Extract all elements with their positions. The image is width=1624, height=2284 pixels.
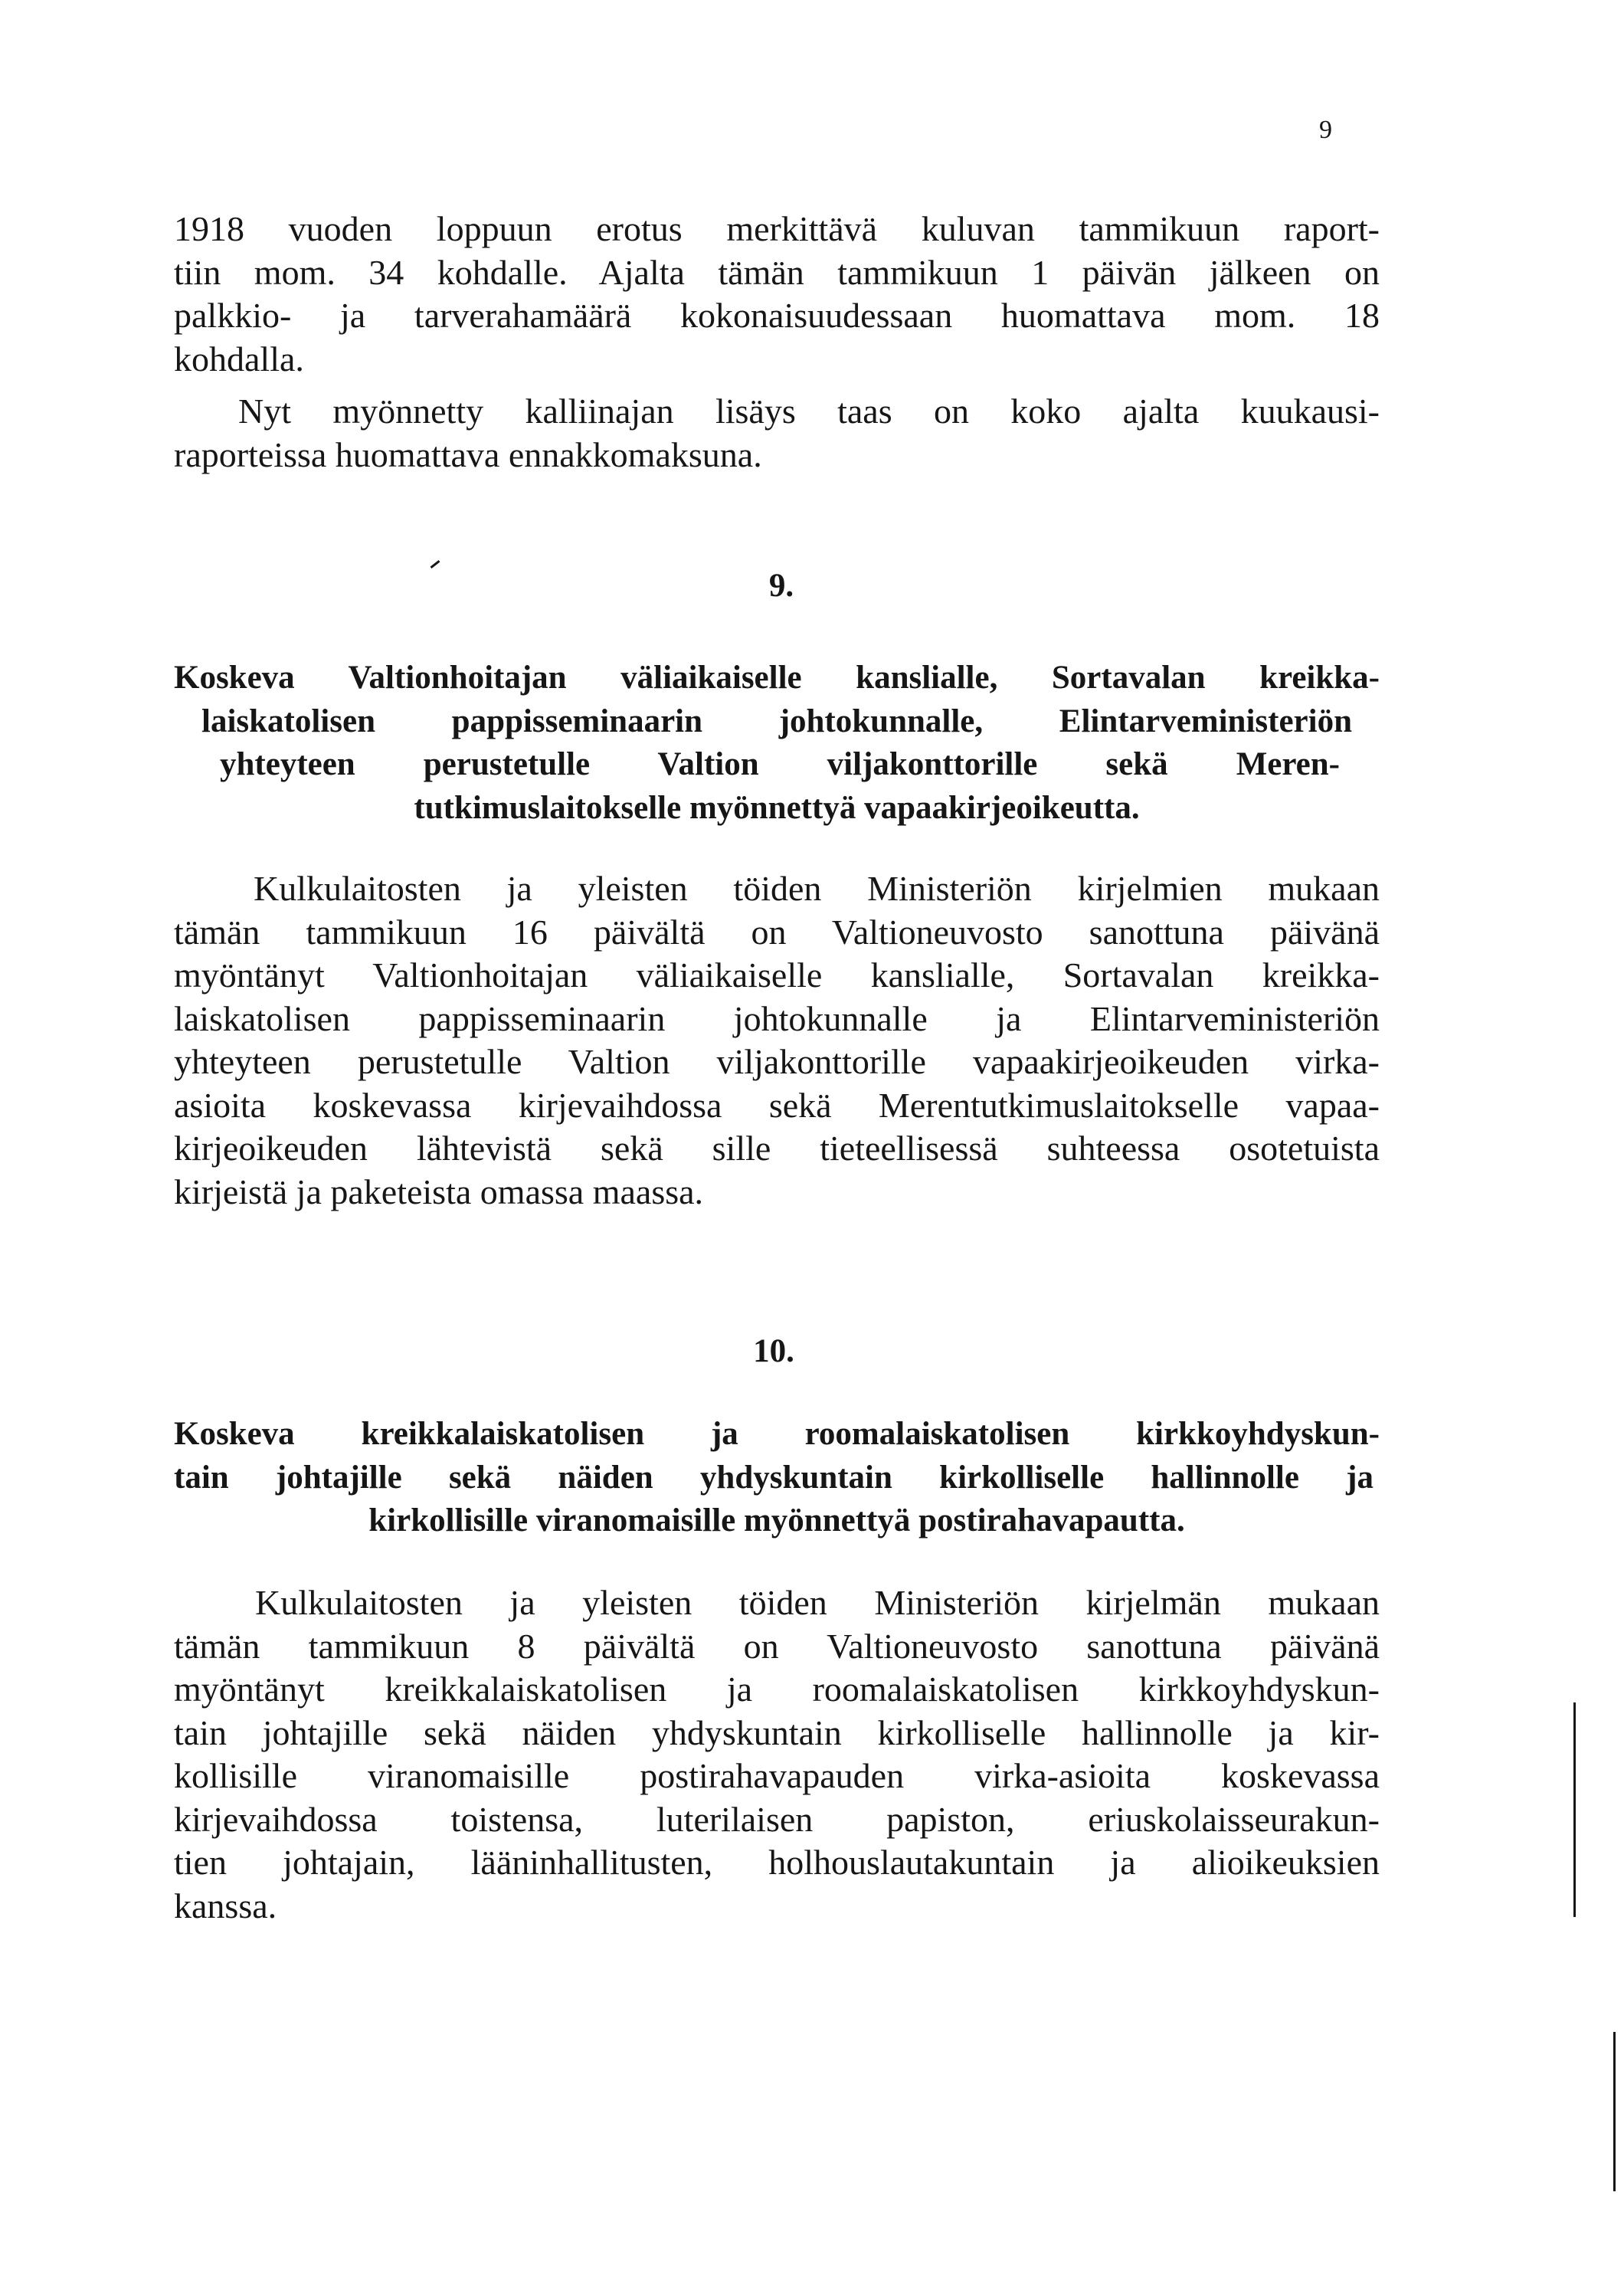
- text-line: kohdalla.: [174, 339, 304, 378]
- heading-line: laiskatolisen pappisseminaarin johtokunnalle, Elintarveministeriön: [201, 703, 1352, 739]
- scan-margin-line: [1613, 2032, 1616, 2191]
- text-line: raporteissa huomattava ennakkomaksuna.: [174, 434, 762, 474]
- intro-paragraph-2: [174, 390, 1380, 477]
- intro-paragraph-1: [174, 208, 1380, 381]
- section-9-heading: [174, 657, 1380, 830]
- section-9-body: [174, 867, 1380, 1214]
- text-line: Kulkulaitosten ja yleisten töiden Ministeriön kirjelmien mukaan: [254, 869, 1380, 908]
- text-line: tien johtajain, lääninhallitusten, holhouslautakuntain ja alioikeuksien: [174, 1843, 1380, 1882]
- heading-line: yhteyteen perustetulle Valtion viljakonttorille sekä Meren-: [220, 746, 1340, 782]
- text-line: 1918 vuoden loppuun erotus merkittävä kuluvan tammikuun raport-: [174, 209, 1380, 248]
- text-line: Nyt myönnetty kalliinajan lisäys taas on koko ajalta kuukausi-: [238, 392, 1380, 431]
- text-line: kirjevaihdossa toistensa, luterilaisen papiston, eriuskolaisseurakun-: [174, 1799, 1380, 1839]
- text-line: kollisille viranomaisille postirahavapauden virka-asioita koskevassa: [174, 1756, 1380, 1795]
- heading-line: kirkollisille viranomaisille myönnettyä postirahavapautta.: [368, 1502, 1185, 1539]
- heading-line: tutkimuslaitokselle myönnettyä vapaakirjeoikeutta.: [414, 789, 1140, 826]
- section-9-number: 9.: [768, 568, 794, 604]
- heading-line: tain johtajille sekä näiden yhdyskuntain kirkolliselle hallinnolle ja: [174, 1459, 1374, 1496]
- text-line: tain johtajille sekä näiden yhdyskuntain kirkolliselle hallinnolle ja kir-: [174, 1712, 1380, 1752]
- text-line: myöntänyt kreikkalaiskatolisen ja roomalaiskatolisen kirkkoyhdyskun-: [174, 1670, 1380, 1709]
- section-10-heading: [174, 1413, 1380, 1543]
- heading-line: Koskeva kreikkalaiskatolisen ja roomalaiskatolisen kirkkoyhdyskun-: [174, 1416, 1380, 1452]
- text-line: tämän tammikuun 16 päivältä on Valtioneuvosto sanottuna päivänä: [174, 912, 1380, 952]
- scan-margin-line: [1573, 1702, 1576, 1917]
- section-10-body: [174, 1581, 1380, 1928]
- text-line: Kulkulaitosten ja yleisten töiden Ministeriön kirjelmän mukaan: [255, 1583, 1380, 1622]
- text-line: tämän tammikuun 8 päivältä on Valtioneuvosto sanottuna päivänä: [174, 1626, 1380, 1666]
- stray-mark: [431, 560, 440, 569]
- heading-line: Koskeva Valtionhoitajan väliaikaiselle kanslialle, Sortavalan kreikka-: [174, 660, 1380, 696]
- text-line: palkkio- ja tarverahamäärä kokonaisuudessaan huomattava mom. 18: [174, 296, 1380, 335]
- text-line: kanssa.: [174, 1886, 277, 1925]
- text-line: kirjeistä ja paketeista omassa maassa.: [174, 1171, 704, 1211]
- text-line: asioita koskevassa kirjevaihdossa sekä Merentutkimuslaitokselle vapaa-: [174, 1085, 1380, 1125]
- text-line: kirjeoikeuden lähtevistä sekä sille tieteellisessä suhteessa osotetuista: [174, 1129, 1380, 1168]
- section-10-number: 10.: [753, 1333, 794, 1369]
- text-line: laiskatolisen pappisseminaarin johtokunnalle ja Elintarveministeriön: [174, 998, 1380, 1038]
- text-line: yhteyteen perustetulle Valtion viljakonttorille vapaakirjeoikeuden virka-: [174, 1042, 1380, 1081]
- page-number: 9: [1319, 116, 1332, 144]
- text-line: tiin mom. 34 kohdalle. Ajalta tämän tammikuun 1 päivän jälkeen on: [174, 252, 1380, 292]
- text-line: myöntänyt Valtionhoitajan väliaikaiselle kanslialle, Sortavalan kreikka-: [174, 955, 1380, 995]
